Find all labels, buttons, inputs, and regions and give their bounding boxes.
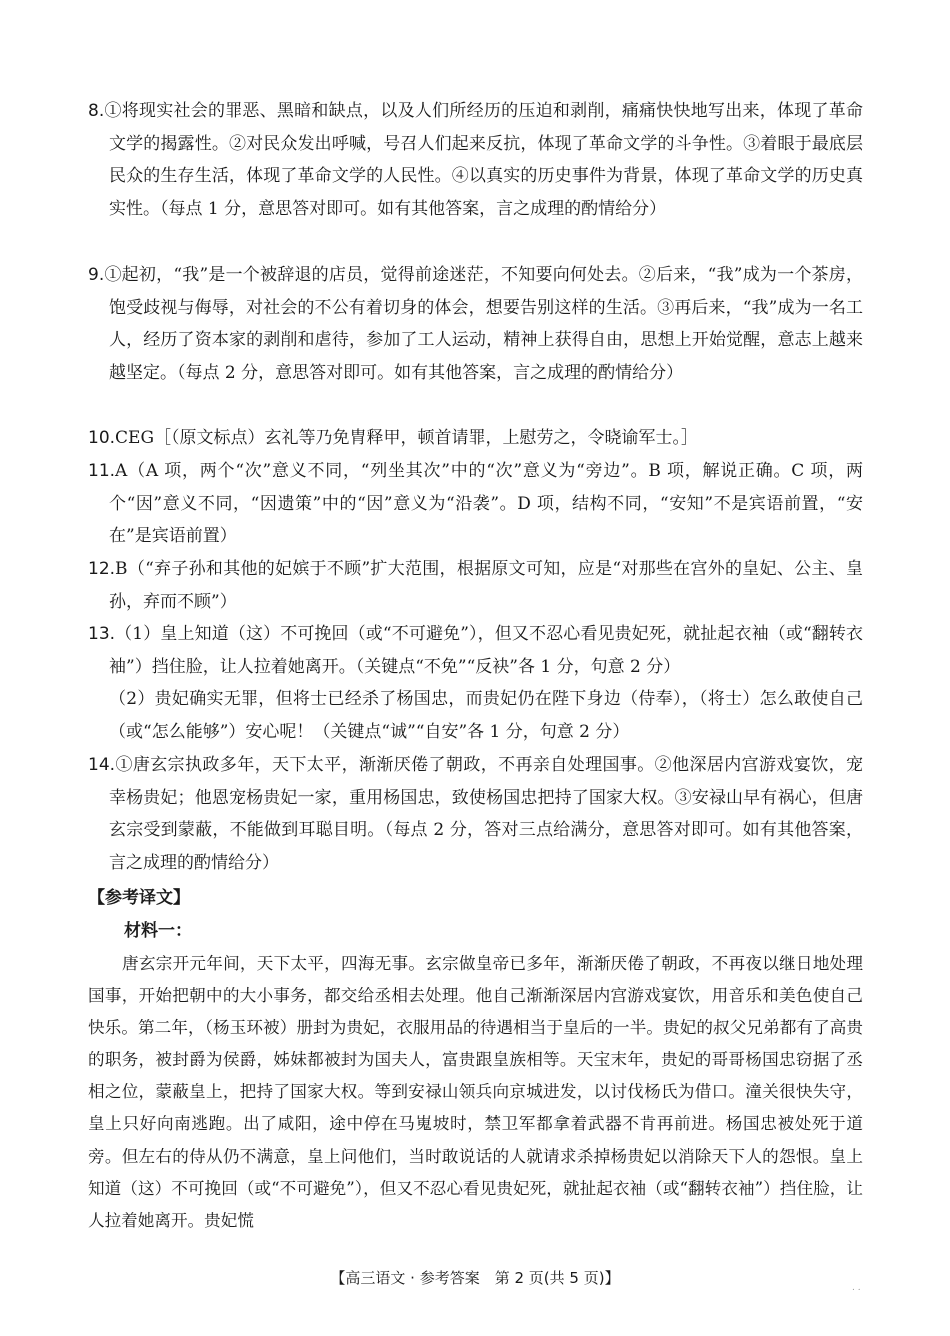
answer-13 — [88, 618, 863, 748]
answer-14 — [88, 749, 863, 879]
answer-10 — [88, 422, 863, 455]
answer-text: ①起初，“我”是一个被辞退的店员，觉得前途迷茫，不知要向何处去。②后来，“我”成为一个茶房，饱受歧视与侮辱，对社会的不公有着切身的体会，想要告别这样的生活。③再后来，“我”成为一名工人，经历了资本家的剥削和虐待，参加了工人运动，精神上获得自由，思想上开始觉醒，意志上越来越坚定。（每点 2 分，意思答对即可。如有其他答案，言之成理的酌情给分） — [104, 265, 863, 383]
answer-number: 12. — [88, 559, 116, 579]
translation-paragraph: 唐玄宗开元年间，天下太平，四海无事。玄宗做皇帝已多年，渐渐厌倦了朝政，不再夜以继日地处理国事，开始把朝中的大小事务，都交给丞相去处理。他自己渐渐深居内宫游戏宴饮，用音乐和美色使自己快乐。第二年，（杨玉环被）册封为贵妃，衣服用品的待遇相当于皇后的一半。贵妃的叔父兄弟都有了高贵的职务，被封爵为侯爵，姊妹都被封为国夫人，富贵跟皇族相等。天宝末年，贵妃的哥哥杨国忠窃据了丞相之位，蒙蔽皇上，把持了国家大权。等到安禄山领兵向京城进发，以讨伐杨氏为借口。潼关很快失守，皇上只好向南逃跑。出了咸阳，途中停在马嵬坡时，禁卫军都拿着武器不肯再前进。杨国忠被处死于道旁。但左右的侍从仍不满意，皇上问他们，当时敢说话的人就请求杀掉杨贵妃以消除天下人的怨恨。皇上知道（这）不可挽回（或“不可避免”），但又不忍心看见贵妃死，就扯起衣袖（或“翻转衣袖”）挡住脸，让人拉着她离开。贵妃慌 — [88, 954, 863, 1230]
answer-number: 14. — [88, 755, 116, 775]
answer-number: 13. — [88, 624, 116, 644]
reference-translation-title: 【参考译文】 — [88, 888, 190, 908]
answer-8 — [88, 95, 863, 225]
answer-text: A（A 项，两个“次”意义不同，“列坐其次”中的“次”意义为“旁边”。B 项，解说正确。C 项，两个“因”意义不同，“因遗策”中的“因”意义为“沿袭”。D 项，结构不同，“安知”不是宾语前置，“安在”是宾语前置） — [109, 461, 863, 547]
answer-number: 11. — [88, 461, 116, 481]
corner-mark: . . — [852, 1283, 861, 1293]
answer-text-part-1: （1）皇上知道（这）不可挽回（或“不可避免”），但又不忍心看见贵妃死，就扯起衣袖（或“翻转衣袖”）挡住脸，让人拉着她离开。（关键点“不免”“反袂”各 1 分，句意 2 分） — [109, 624, 863, 677]
answer-number: 10. — [88, 428, 116, 448]
answer-text: ①将现实社会的罪恶、黑暗和缺点，以及人们所经历的压迫和剥削，痛痛快快地写出来，体现了革命文学的揭露性。②对民众发出呼喊，号召人们起来反抗，体现了革命文学的斗争性。③着眼于最底层民众的生存生活，体现了革命文学的人民性。④以真实的历史事件为背景，体现了革命文学的历史真实性。（每点 1 分，意思答对即可。如有其他答案，言之成理的酌情给分） — [104, 101, 863, 219]
answer-text: ①唐玄宗执政多年，天下太平，渐渐厌倦了朝政，不再亲自处理国事。②他深居内宫游戏宴饮，宠幸杨贵妃；他恩宠杨贵妃一家，重用杨国忠，致使杨国忠把持了国家大权。③安禄山早有祸心，但唐玄宗受到蒙蔽，不能做到耳聪目明。（每点 2 分，答对三点给满分，意思答对即可。如有其他答案，言之成理的酌情给分） — [109, 755, 863, 873]
answer-12 — [88, 553, 863, 618]
answer-number: 9. — [88, 265, 105, 285]
answer-9 — [88, 259, 863, 389]
answer-text: B（“弃子孙和其他的妃嫔于不顾”扩大范围，根据原文可知，应是“对那些在宫外的皇妃、公主、皇孙，弃而不顾”） — [109, 559, 863, 612]
answer-11 — [88, 455, 863, 553]
answer-number: 8. — [88, 101, 105, 121]
material-one-title: 材料一： — [124, 921, 192, 941]
answer-text-part-2: （2）贵妃确实无罪，但将士已经杀了杨国忠，而贵妃仍在陛下身边（侍奉），（将士）怎么敢使自己（或“怎么能够”）安心呢！（关键点“诚”“自安”各 1 分，句意 2 分） — [109, 689, 863, 742]
answer-text: CEG［（原文标点）玄礼等乃免胄释甲，顿首请罪，上慰劳之，令晓谕军士。］ — [115, 428, 699, 448]
page-footer: 【高三语文 · 参考答案 第 2 页(共 5 页)】 — [330, 1269, 620, 1287]
